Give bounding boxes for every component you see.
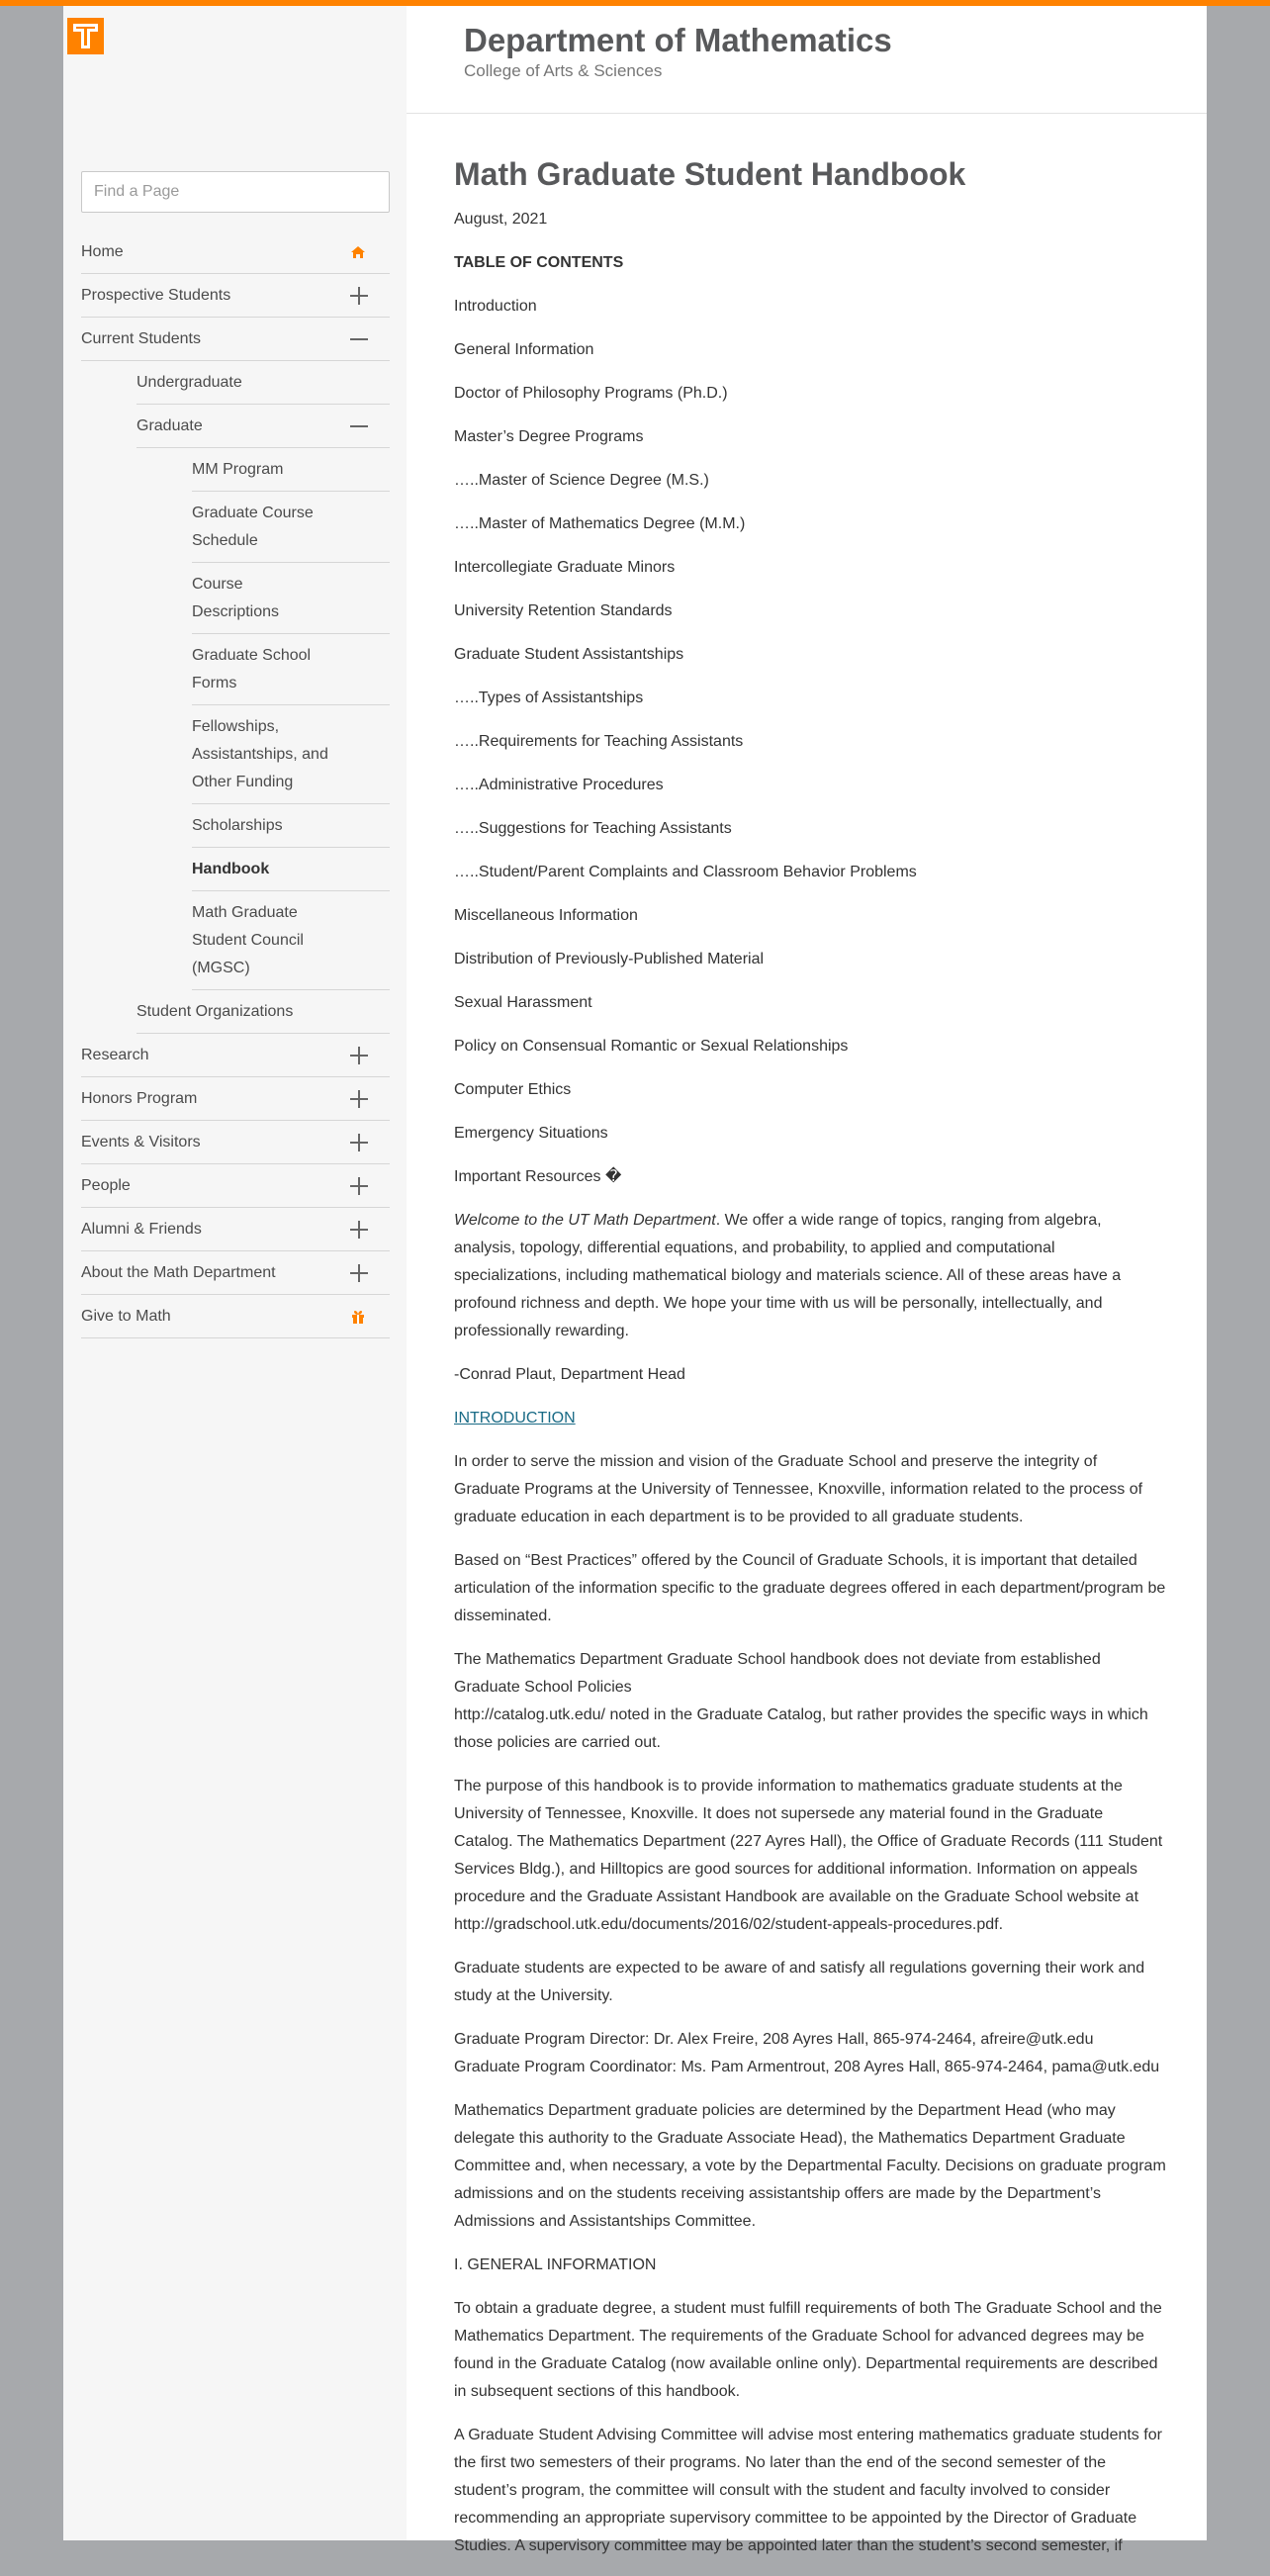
- toc-item: …..Master of Mathematics Degree (M.M.): [454, 515, 746, 532]
- collapse-minus-icon[interactable]: [350, 417, 368, 435]
- nav-label: Alumni & Friends: [81, 1221, 202, 1238]
- welcome-paragraph: [454, 1207, 1166, 1345]
- expand-plus-icon[interactable]: [350, 1134, 368, 1151]
- introduction-link[interactable]: INTRODUCTION: [454, 1410, 576, 1426]
- nav-item-mgsc[interactable]: [192, 891, 390, 990]
- expand-plus-icon[interactable]: [350, 1047, 368, 1064]
- nav-label: Current Students: [81, 330, 201, 347]
- toc-item: University Retention Standards: [454, 602, 673, 619]
- expand-plus-icon[interactable]: [350, 1264, 368, 1282]
- body-paragraph: To obtain a graduate degree, a student must fulfill requirements of both The Graduate School and the Mathematics Department. The requirements of the Graduate School for advanced degrees may be found in the Graduate Catalog (now available online only). Departmental requirements are described in subsequent sections of this handbook.: [454, 2300, 1162, 2400]
- site-header: [407, 6, 1207, 114]
- welcome-emphasis: Welcome to the UT Math Department: [454, 1212, 716, 1229]
- nav-label: Scholarships: [192, 817, 283, 834]
- expand-plus-icon[interactable]: [350, 1090, 368, 1108]
- intro-heading: [454, 1405, 1166, 1432]
- nav-item-current-students[interactable]: [81, 318, 390, 361]
- nav-item-course-descriptions[interactable]: [192, 563, 390, 634]
- nav-label: MM Program: [192, 461, 284, 478]
- nav-item-about[interactable]: [81, 1251, 390, 1295]
- nav-item-honors-program[interactable]: [81, 1077, 390, 1121]
- power-t-logo[interactable]: [67, 18, 104, 54]
- toc-item: …..Requirements for Teaching Assistants: [454, 733, 744, 750]
- body-paragraph: Mathematics Department graduate policies are determined by the Department Head (who may delegate this authority to the Graduate Associate Head), the Mathematics Department Graduate Committee and, when necessary, a vote by the Departmental Faculty. Decisions on graduate program admissions and on the students receiving assistantship offers are made by the Department’s Admissions and Assistantships Committee.: [454, 2102, 1166, 2230]
- expand-plus-icon[interactable]: [350, 1177, 368, 1195]
- nav-label: Graduate Course Schedule: [192, 505, 314, 549]
- policy-text: The Mathematics Department Graduate School handbook does not deviate from established Graduate School Policies: [454, 1651, 1101, 1696]
- toc-item: Introduction: [454, 298, 537, 315]
- toc-item: General Information: [454, 341, 594, 358]
- nav-item-give-to-math[interactable]: [81, 1295, 390, 1338]
- contact-paragraph: [454, 2026, 1166, 2081]
- nav-label: Home: [81, 243, 124, 260]
- nav-label: Handbook: [192, 861, 270, 877]
- body-paragraph: [454, 1646, 1166, 1757]
- nav-label: Research: [81, 1047, 149, 1063]
- toc-item: Master’s Degree Programs: [454, 428, 644, 445]
- toc-heading: TABLE OF CONTENTS: [454, 254, 624, 271]
- collapse-minus-icon[interactable]: [350, 330, 368, 348]
- home-icon: [350, 244, 366, 260]
- nav-label: Prospective Students: [81, 287, 231, 304]
- nav-label: Honors Program: [81, 1090, 198, 1107]
- nav-item-student-organizations[interactable]: [136, 990, 390, 1034]
- nav-item-undergraduate[interactable]: [136, 361, 390, 405]
- site-subtitle[interactable]: College of Arts & Sciences: [464, 61, 663, 80]
- expand-plus-icon[interactable]: [350, 1221, 368, 1239]
- nav-label: People: [81, 1177, 131, 1194]
- site-title[interactable]: Department of Mathematics: [464, 22, 892, 58]
- toc-item: Intercollegiate Graduate Minors: [454, 559, 676, 576]
- nav-label: Fellowships, Assistantships, and Other Funding: [192, 718, 328, 790]
- toc-item: …..Student/Parent Complaints and Classroom Behavior Problems: [454, 864, 917, 880]
- nav-item-graduate[interactable]: [136, 405, 390, 448]
- nav-label: Undergraduate: [136, 374, 242, 391]
- nav-item-people[interactable]: [81, 1164, 390, 1208]
- nav-label: Events & Visitors: [81, 1134, 201, 1150]
- toc-item: …..Types of Assistantships: [454, 690, 644, 706]
- nav-item-school-forms[interactable]: [192, 634, 390, 705]
- search-input[interactable]: [81, 171, 390, 213]
- toc-item: …..Master of Science Degree (M.S.): [454, 472, 709, 489]
- nav-item-handbook[interactable]: [192, 848, 390, 891]
- toc-item: Emergency Situations: [454, 1125, 608, 1142]
- nav-label: About the Math Department: [81, 1264, 276, 1281]
- nav-item-fellowships[interactable]: [192, 705, 390, 804]
- nav-item-research[interactable]: [81, 1034, 390, 1077]
- program-coordinator: Graduate Program Coordinator: Ms. Pam Armentrout, 208 Ayres Hall, 865-974-2464, pama@utk.edu: [454, 2059, 1160, 2075]
- program-director: Graduate Program Director: Dr. Alex Freire, 208 Ayres Hall, 865-974-2464, afreire@utk.edu: [454, 2031, 1094, 2048]
- sidebar-nav: [81, 230, 390, 1338]
- nav-label: Student Organizations: [136, 1003, 294, 1020]
- nav-label: Math Graduate Student Council (MGSC): [192, 904, 304, 976]
- nav-label: Graduate: [136, 417, 203, 434]
- toc-item: Miscellaneous Information: [454, 907, 638, 924]
- body-paragraph: A Graduate Student Advising Committee will advise most entering mathematics graduate students for the first two semesters of their programs. No later than the end of the second semester of the student’s program, the committee will consult with the student and faculty involved to consider recommending an appropriate supervisory committee to be appointed by the Director of Graduate Studies. A supervisory committee may be appointed later than the student’s second semester, if: [454, 2427, 1162, 2554]
- toc-item: Doctor of Philosophy Programs (Ph.D.): [454, 385, 728, 402]
- gift-icon: [350, 1309, 366, 1325]
- nav-label: Graduate School Forms: [192, 647, 312, 691]
- catalog-text: http://catalog.utk.edu/ noted in the Graduate Catalog, but rather provides the specific ways in which those policies are carried out.: [454, 1706, 1148, 1751]
- nav-item-alumni-friends[interactable]: [81, 1208, 390, 1251]
- publication-date: August, 2021: [454, 211, 548, 228]
- body-paragraph: In order to serve the mission and vision of the Graduate School and preserve the integrity of Graduate Programs at the University of Tennessee, Knoxville, information related to the process of graduate education in each department is to be provided to all graduate students.: [454, 1453, 1143, 1525]
- nav-label: Give to Math: [81, 1308, 171, 1325]
- toc-item: Sexual Harassment: [454, 994, 592, 1011]
- toc-item: Computer Ethics: [454, 1081, 572, 1098]
- nav-item-scholarships[interactable]: [192, 804, 390, 848]
- welcome-text: . We offer a wide range of topics, ranging from algebra, analysis, topology, differential equations, and probability, to applied and computational specializations, including mathematical biology and materials science. All of these areas have a profound richness and depth. We hope your time with us will be personally, intellectually, and professionally rewarding.: [454, 1212, 1122, 1339]
- nav-label: Course Descriptions: [192, 576, 280, 620]
- toc-item: …..Administrative Procedures: [454, 777, 664, 793]
- section-heading: I. GENERAL INFORMATION: [454, 2256, 657, 2273]
- body-paragraph: Graduate students are expected to be aware of and satisfy all regulations governing their work and study at the University.: [454, 1960, 1145, 2004]
- toc-item: Graduate Student Assistantships: [454, 646, 684, 663]
- nav-item-events-visitors[interactable]: [81, 1121, 390, 1164]
- nav-item-home[interactable]: [81, 230, 390, 274]
- body-paragraph: Based on “Best Practices” offered by the Council of Graduate Schools, it is important that detailed articulation of the information specific to the graduate degrees offered in each department/program be disseminated.: [454, 1552, 1166, 1624]
- page-title: Math Graduate Student Handbook: [454, 156, 966, 192]
- sidebar: [63, 6, 407, 2540]
- toc-item: Important Resources �: [454, 1168, 622, 1185]
- page-container: [63, 6, 1207, 2554]
- toc-item: …..Suggestions for Teaching Assistants: [454, 820, 732, 837]
- main-content: [454, 154, 1166, 2576]
- body-paragraph: The purpose of this handbook is to provide information to mathematics graduate students at the University of Tennessee, Knoxville. It does not supersede any material found in the Graduate Catalog. The Mathematics Department (227 Ayres Hall), the Office of Graduate Records (111 Student Services Bldg.), and Hilltopics are good sources for additional information. Information on appeals procedure and the Graduate Assistant Handbook are available on the Graduate School website at http://gradschool.utk.edu/documents/2016/02/student-appeals-procedures.pdf.: [454, 1778, 1163, 1933]
- expand-plus-icon[interactable]: [350, 287, 368, 305]
- signature: -Conrad Plaut, Department Head: [454, 1366, 685, 1383]
- power-t-icon: [67, 18, 104, 54]
- nav-item-mm-program[interactable]: [192, 448, 390, 492]
- toc-item: Policy on Consensual Romantic or Sexual Relationships: [454, 1038, 849, 1055]
- nav-item-prospective-students[interactable]: [81, 274, 390, 318]
- nav-item-course-schedule[interactable]: [192, 492, 390, 563]
- toc-item: Distribution of Previously-Published Material: [454, 951, 765, 967]
